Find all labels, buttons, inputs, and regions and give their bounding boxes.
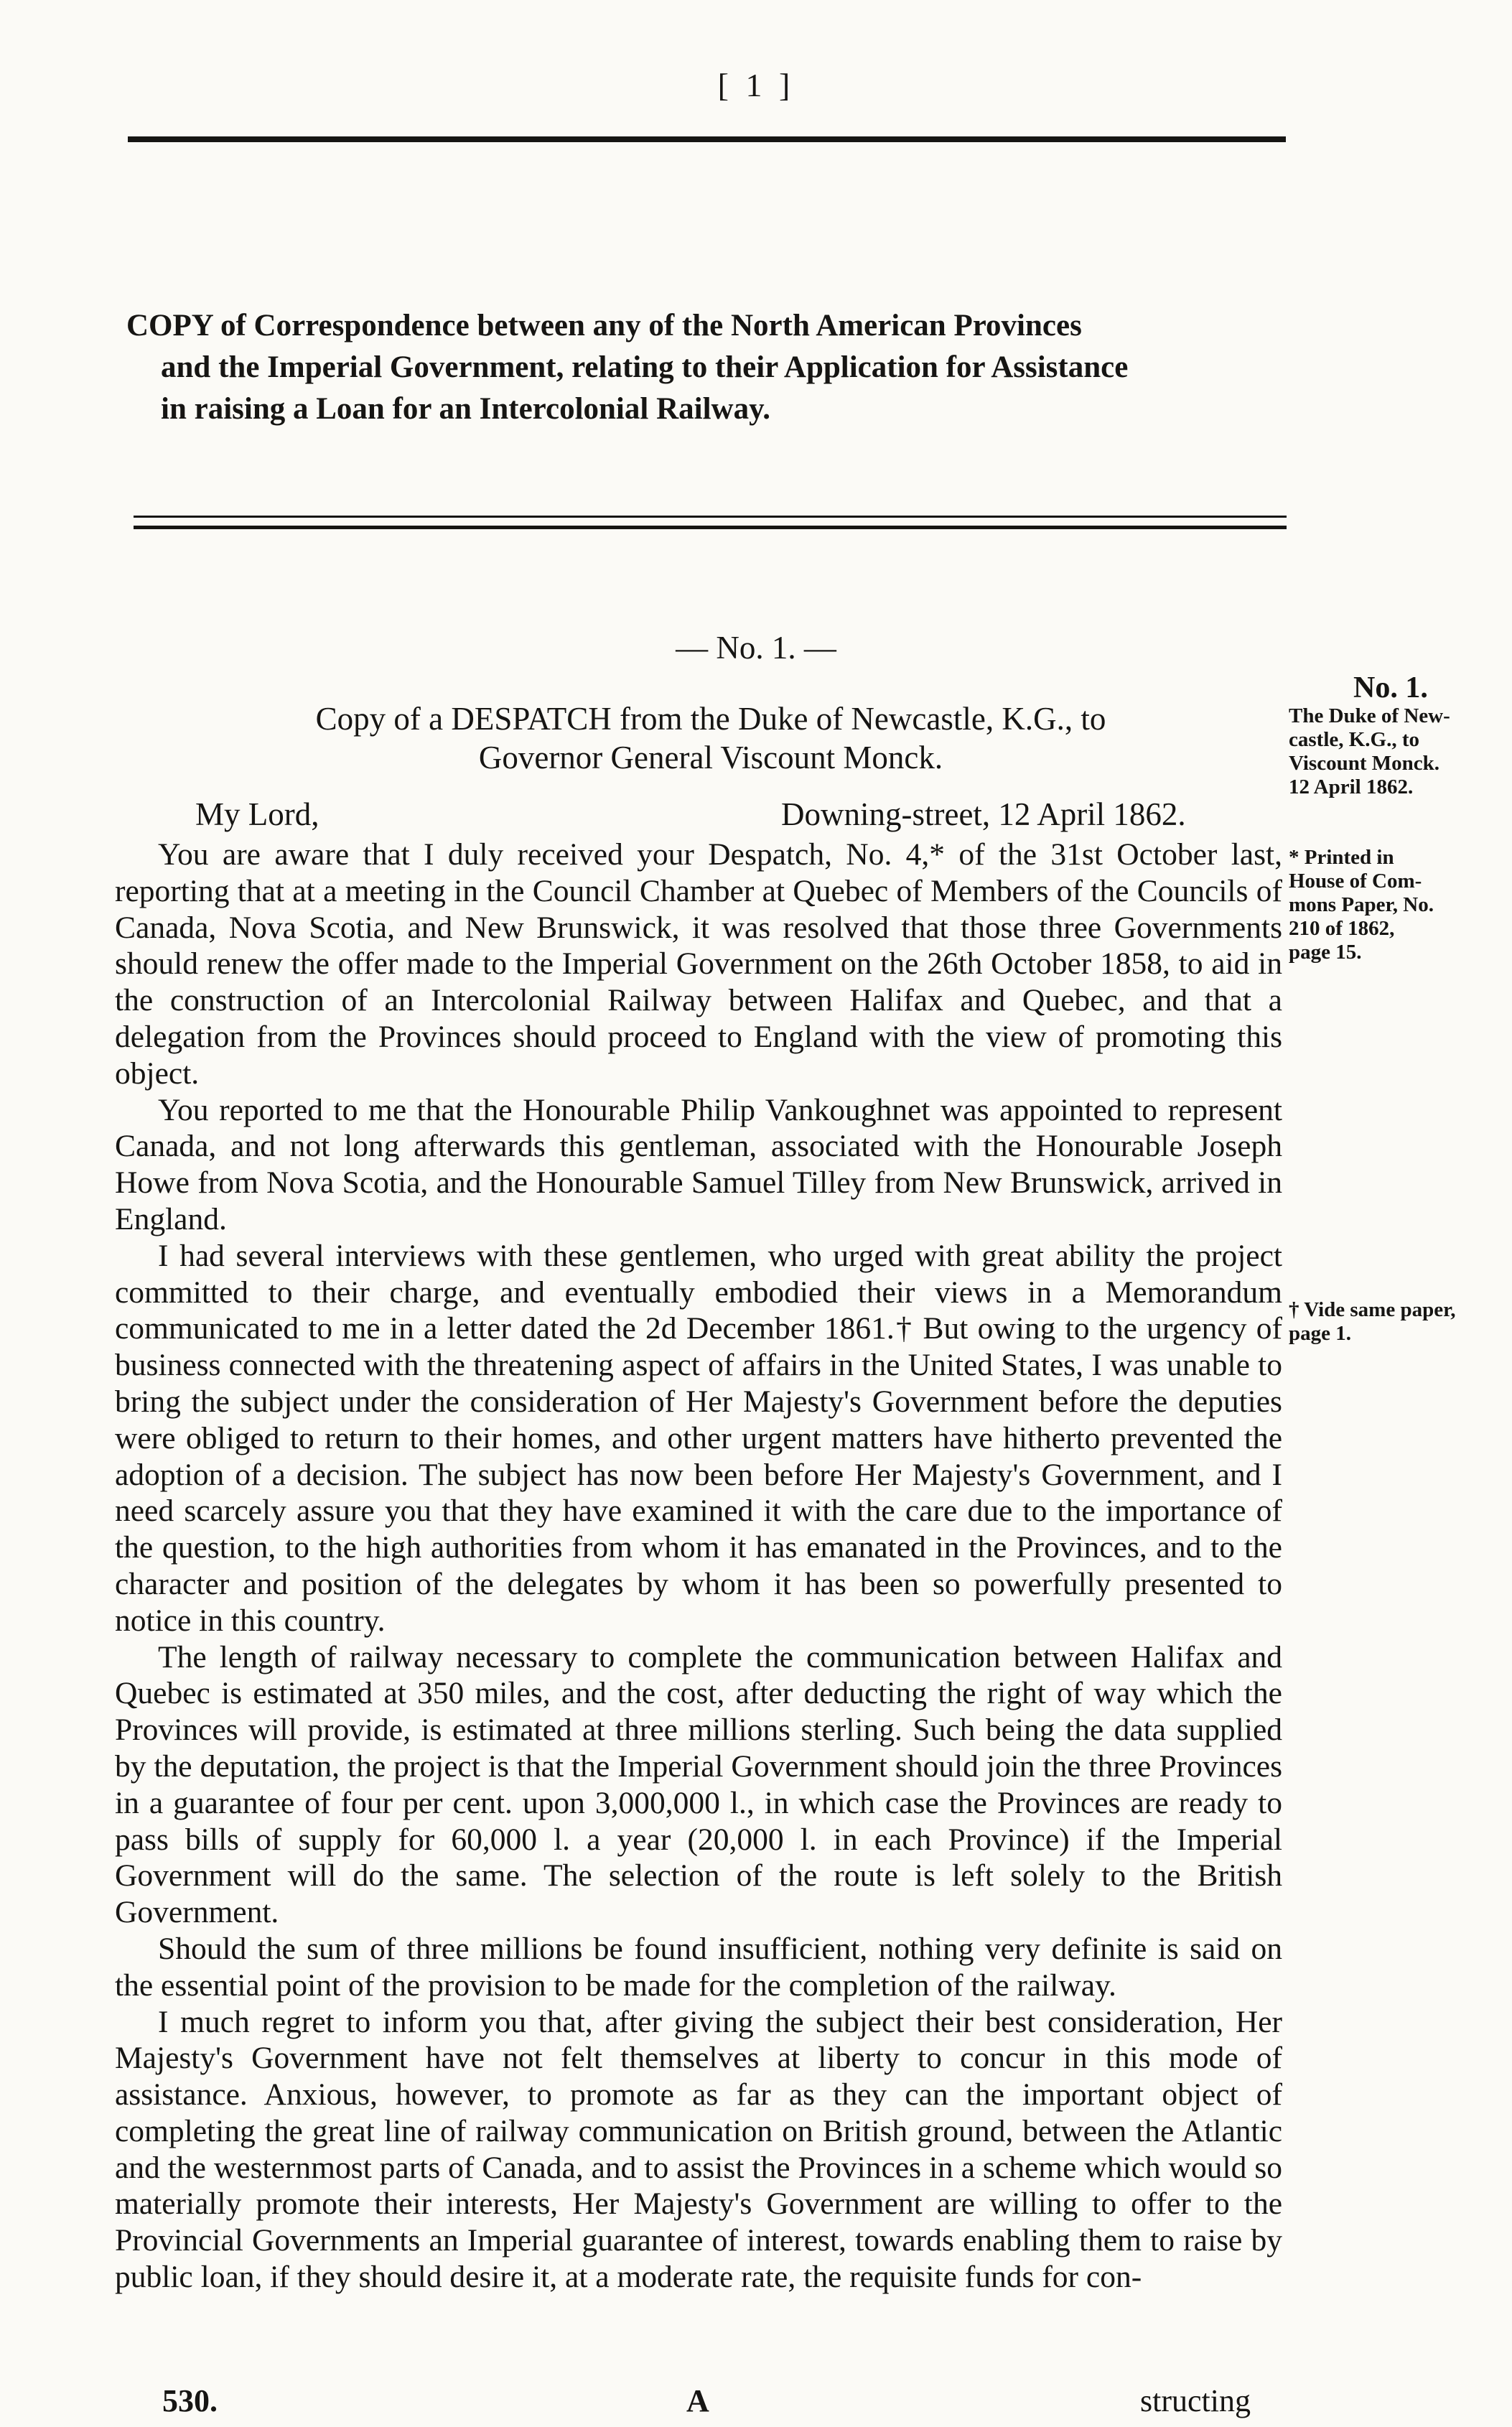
margin-note-line: The Duke of New- — [1289, 704, 1450, 727]
margin-note-line: † Vide same paper, — [1289, 1298, 1456, 1321]
margin-note-line: * Printed in — [1289, 846, 1394, 869]
double-rule-lower — [134, 526, 1287, 529]
title-line: in raising a Loan for an Intercolonial Railway. — [161, 392, 770, 426]
body-paragraph: You are aware that I duly received your Despatch, No. 4,* of the 31st October last, reporting that at a meeting in the Council Chamber at Quebec of Members of the Councils of Canada, Nova Scotia, and New Brunswick, it was resolved that those three Governments should renew the offer made to the Imperial Government on the 26th October 1858, to aid in the construction of an Intercolonial Railway between Halifax and Quebec, and that a delegation from the Provinces should proceed to England with the view of promoting this object. — [115, 837, 1282, 1091]
margin-note-line: castle, K.G., to — [1289, 728, 1420, 751]
catchword: structing — [1140, 2383, 1251, 2418]
dateline: Downing-street, 12 April 1862. — [781, 796, 1186, 832]
margin-note-vide — [1289, 1298, 1511, 1346]
title-line: and the Imperial Government, relating to their Application for Assistance — [161, 350, 1129, 384]
body-paragraph: You reported to me that the Honourable Philip Vankoughnet was appointed to represent Canada, and not long afterwards this gentleman, associated with the Honourable Joseph Howe from Nova Scotia, and the Honourable Samuel Tilley from New Brunswick, arrived in England. — [115, 1092, 1282, 1236]
margin-note-line: 12 April 1862. — [1289, 775, 1414, 798]
page-number: [ 1 ] — [717, 67, 795, 103]
top-rule — [128, 136, 1286, 142]
paper-number: 530. — [162, 2383, 218, 2418]
margin-note-printed — [1289, 846, 1511, 964]
margin-note-number: No. 1. — [1353, 671, 1428, 704]
body-paragraph: The length of railway necessary to complete the communication between Halifax and Quebec is estimated at 350 miles, and the cost, after deducting the right of way which the Provinces will provide, is estimated at three millions sterling. Such being the data supplied by the deputation, the project is that the Imperial Government should join the three Provinces in a guarantee of four per cent. upon 3,000,000 l., in which case the Provinces are ready to pass bills of supply for 60,000 l. a year (20,000 l. in each Province) if the Imperial Government will do the same. The selection of the route is left solely to the British Government. — [115, 1639, 1282, 1930]
double-rule-upper — [134, 516, 1287, 518]
title-line: COPY of Correspondence between any of the North American Provinces — [126, 309, 1082, 343]
despatch-heading-line: Copy of a DESPATCH from the Duke of Newcastle, K.G., to — [315, 701, 1106, 737]
margin-note-despatch — [1289, 671, 1511, 799]
section-number: — No. 1. — — [676, 630, 836, 666]
margin-note-line: 210 of 1862, — [1289, 917, 1395, 940]
margin-note-line: mons Paper, No. — [1289, 893, 1434, 916]
margin-note-line: page 15. — [1289, 941, 1362, 964]
despatch-body — [115, 837, 1282, 2296]
document-title — [126, 305, 1289, 430]
signature-mark: A — [686, 2383, 709, 2418]
despatch-heading-line: Governor General Viscount Monck. — [478, 740, 943, 775]
body-paragraph: I had several interviews with these gentlemen, who urged with great ability the project committed to their charge, and eventually embodied their views in a Memorandum communicated to me in a letter dated the 2d December 1861.† But owing to the urgency of business connected with the threatening aspect of affairs in the United States, I was unable to bring the subject under the consideration of Her Majesty's Government before the deputies were obliged to return to their homes, and other urgent matters have hitherto prevented the adoption of a decision. The subject has now been before Her Majesty's Government, and I need scarcely assure you that they have examined it with the care due to the importance of the question, to the high authorities from whom it has emanated in the Provinces, and to the character and position of the delegates by whom it has been so powerfully presented to notice in this country. — [115, 1238, 1282, 1638]
body-paragraph: Should the sum of three millions be found insufficient, nothing very definite is said on the essential point of the provision to be made for the completion of the railway. — [115, 1931, 1282, 2003]
despatch-heading — [136, 699, 1285, 777]
margin-note-line: page 1. — [1289, 1322, 1351, 1345]
salutation: My Lord, — [195, 796, 319, 832]
margin-note-line: House of Com- — [1289, 870, 1422, 893]
margin-note-line: Viscount Monck. — [1289, 752, 1439, 775]
body-paragraph: I much regret to inform you that, after giving the subject their best consideration, Her Majesty's Government have not felt themselves at liberty to concur in this mode of assistance. Anxious, however, to promote as far as they can the important object of completing the great line of railway communication on British ground, between the Atlantic and the westernmost parts of Canada, and to assist the Provinces in a scheme which would so materially promote their interests, Her Majesty's Government are willing to offer to the Provincial Governments an Imperial guarantee of interest, towards enabling them to raise by public loan, if they should desire it, at a moderate rate, the requisite funds for con- — [115, 2004, 1282, 2295]
